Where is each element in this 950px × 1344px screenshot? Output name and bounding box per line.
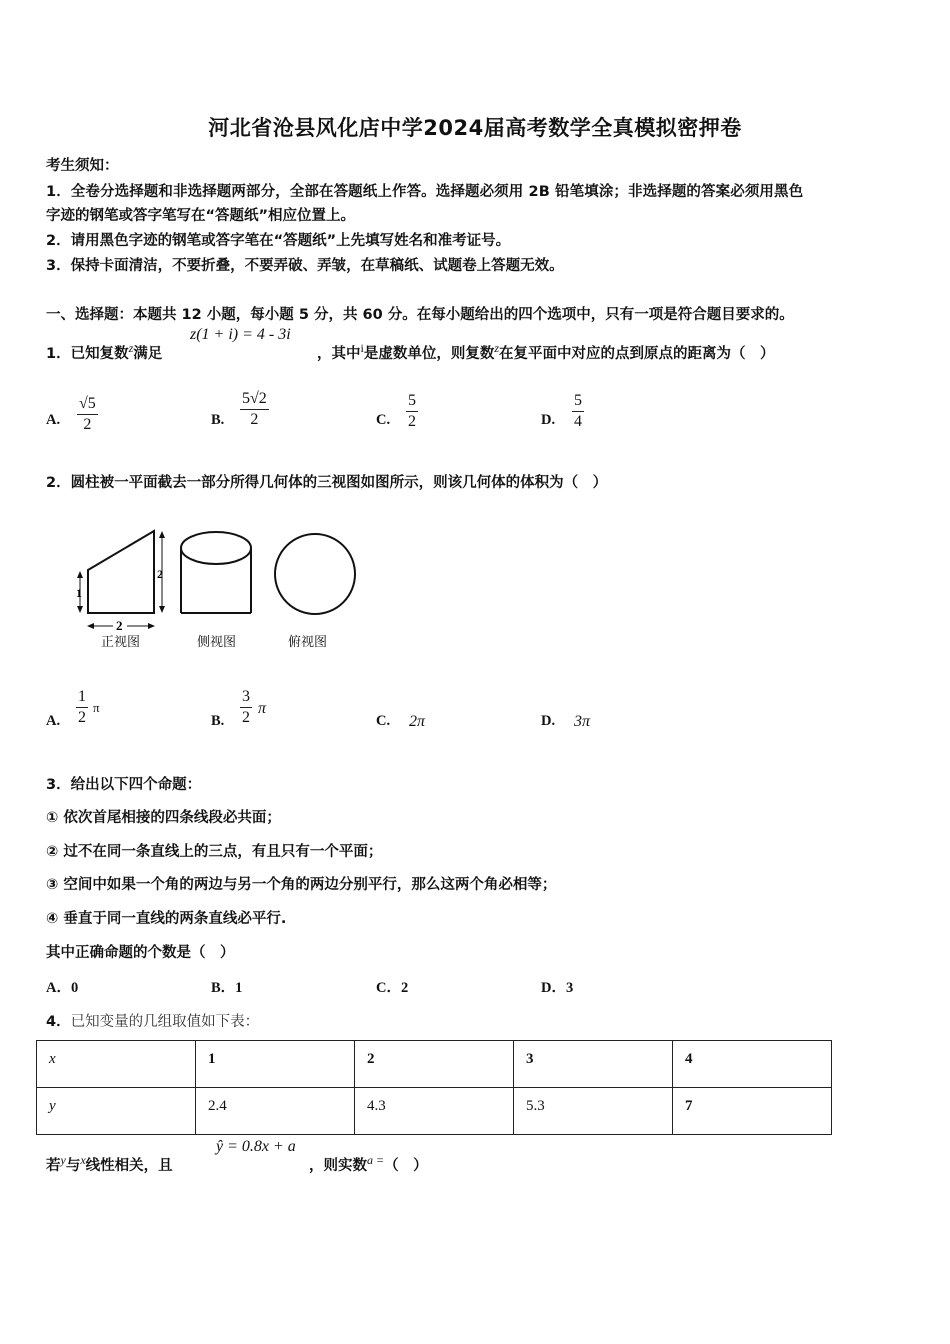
q3-option-d [541,976,573,997]
right-height-arrow-up [159,531,165,538]
q1-part4: 是虚数单位，则复数 [363,345,495,362]
table-cell: 2.4 [196,1088,355,1135]
q1-var-z-2: z [494,341,500,355]
q2-option-c-letter: C. [376,713,391,729]
left-height-arrow-down [77,606,83,613]
q3-stem: 3．给出以下四个命题： [46,777,202,793]
q4-var-y: y [60,1153,66,1167]
table-cell: 5.3 [514,1088,673,1135]
width-arrow-right [148,623,155,629]
table-cell: x [37,1041,196,1088]
q4-after-text-2 [309,1153,428,1175]
q4-after-part4: ，则实数 [309,1157,367,1174]
q3-option-c-value: 2 [400,980,409,996]
notice-item-1-line-1: 1．全卷分选择题和非选择题两部分，全部在答题纸上作答。选择题必须用 2B 铅笔填涂；非选择题的答案必须用黑色 [46,184,804,200]
q1-option-c-den: 2 [408,413,416,430]
table-row [37,1041,832,1088]
q4-after-text [46,1153,173,1175]
q2-option-a-pi: π [93,700,100,715]
side-view-top-ellipse [181,532,251,564]
q4-after-part5: （ ） [384,1157,428,1174]
table-cell: y [37,1088,196,1135]
q1-part2: 满足 [133,345,163,362]
front-view-shape [88,531,154,613]
q3-item-4: ④ 垂直于同一直线的两条直线必平行. [46,911,287,927]
table-cell: 1 [196,1041,355,1088]
dim-width: 2 [116,618,123,633]
table-cell: 7 [673,1088,832,1135]
q1-var-z: z [128,341,134,355]
q2-option-b-den: 2 [242,709,250,726]
q3-item-1: ① 依次首尾相接的四条线段必共面； [46,810,281,826]
q1-option-a-den: 2 [77,414,98,434]
q1-stem [46,341,162,363]
q4-var-x: x [80,1153,86,1167]
notice-item-2: 2．请用黑色字迹的钢笔或答字笔在“答题纸”上先填写姓名和准考证号。 [46,233,511,249]
q2-option-d-letter: D. [541,713,556,729]
q4-after-part1: 若 [46,1157,61,1174]
q3-option-a [46,976,78,997]
q1-option-d-letter: D. [541,412,556,428]
q1-part5: 在复平面中对应的点到原点的距离为（ ） [499,345,775,362]
table-cell: 2 [355,1041,514,1088]
data-table [36,1040,832,1135]
q1-option-b-letter: B. [211,412,225,428]
q1-option-d-den: 4 [574,413,582,430]
table-row [37,1088,832,1135]
dim-left-height: 1 [76,586,82,600]
notice-heading: 考生须知： [46,158,119,174]
q1-option-b-num: 5√2 [242,390,267,407]
q1-option-d-num: 5 [574,392,582,409]
q2-option-b-num: 3 [242,688,250,705]
q3-option-c [376,976,408,997]
q2-option-a-fraction [76,688,88,727]
q3-option-b-value: 1 [235,980,243,996]
left-height-arrow-up [77,571,83,578]
width-arrow-left [87,623,94,629]
q3-option-c-letter: C． [376,980,401,996]
q4-after-part2: 与 [65,1157,81,1174]
q2-option-d-value: 3π [574,713,591,730]
q1-option-d-fraction [572,392,584,431]
section-heading: 一、选择题：本题共 12 小题，每小题 5 分，共 60 分。在每小题给出的四个选项中，只有一项是符合题目要求的。 [46,307,794,323]
right-height-arrow-down [159,606,165,613]
q1-equation: z(1 + i) = 4 - 3i [190,326,291,343]
q2-option-a-num: 1 [78,688,86,705]
q4-stem-text: 已知变量的几组取值如下表： [70,1014,260,1030]
q1-part1: 1．已知复数 [46,345,129,362]
q1-part3: ，其中 [317,345,361,362]
q4-stem [46,1010,259,1031]
notice-item-1-line-2: 字迹的钢笔或答字笔写在“答题纸”相应位置上。 [46,208,356,224]
top-view-label: 俯视图 [288,635,328,650]
q4-after-part3: 线性相关，且 [85,1157,173,1174]
side-view-label: 侧视图 [197,635,237,650]
page-title: 河北省沧县风化店中学2024届高考数学全真模拟密押卷 [208,116,742,140]
q3-option-d-value: 3 [565,980,574,996]
q3-option-a-letter: A． [46,980,71,996]
q2-stem: 2．圆柱被一平面截去一部分所得几何体的三视图如图所示，则该几何体的体积为（ ） [46,475,608,491]
q1-var-i: i [360,341,364,355]
table-cell: 4.3 [355,1088,514,1135]
q1-option-a-fraction [77,395,98,434]
q1-stem-rest [317,341,775,363]
front-view-label: 正视图 [101,635,141,650]
q3-item-2: ② 过不在同一条直线上的三点，有且只有一个平面； [46,844,383,860]
q4-regression: ŷ = 0.8x + a [216,1138,296,1155]
q1-option-a-num: √5 [79,395,96,412]
q1-option-c-letter: C. [376,412,391,428]
table-cell: 3 [514,1041,673,1088]
q2-option-b-letter: B. [211,713,225,729]
q4-var-a: a = [367,1153,385,1167]
q3-option-b [211,976,242,997]
q3-item-3: ③ 空间中如果一个角的两边与另一个角的两边分别平行，那么这两个角必相等； [46,877,557,893]
q3-option-b-letter: B． [211,980,236,996]
q3-question: 其中正确命题的个数是（ ） [46,945,235,961]
q2-option-a-den: 2 [78,709,86,726]
q1-option-a-letter: A. [46,412,61,428]
q1-option-c-fraction [406,392,418,431]
q2-option-a-letter: A. [46,713,61,729]
dim-right-height: 2 [157,567,163,581]
notice-item-3: 3．保持卡面清洁，不要折叠，不要弄破、弄皱，在草稿纸、试题卷上答题无效。 [46,258,564,274]
q2-option-b-fraction [240,688,252,727]
q4-number: 4． [46,1014,71,1030]
top-view-circle [275,534,355,614]
q3-option-a-value: 0 [70,980,79,996]
q1-option-b-den: 2 [240,409,269,429]
q1-option-b-fraction [240,390,269,429]
q2-option-b-pi: π [258,700,267,717]
q3-option-d-letter: D． [541,980,566,996]
q2-option-c-value: 2π [409,713,426,730]
table-cell: 4 [673,1041,832,1088]
q1-option-c-num: 5 [408,392,416,409]
